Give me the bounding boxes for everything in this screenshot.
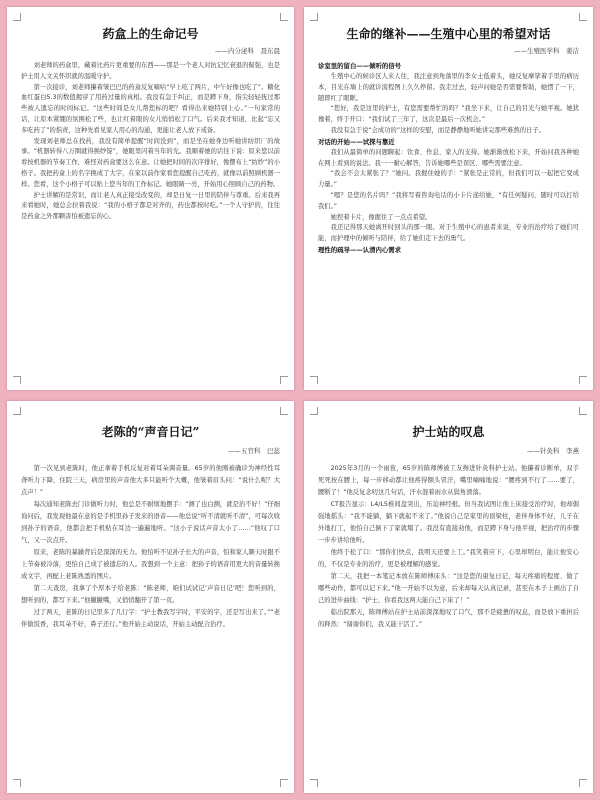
paragraph: 第二天查房，我拿了个厚本子给老陈：“陈老师，咱们试试记‘声音日记’吧！您听到的，想听到的，都写下来。”他撇撇嘴，又悄悄翻开了第一页。 bbox=[21, 585, 280, 604]
paragraph: 生殖中心的候诊区人来人往，我注意到角落里的李女士低着头，她反复摩挲着手里的病历本，目光在墙上的就诊流程图上久久停留。我走过去，轻声问她是否需要帮助，她愣了一下，随即红了眼眶。 bbox=[318, 73, 579, 102]
paragraph: 护士讲解的是常识，而让老人真正接受改变的，却是日复一日里的陪伴与尊重。后来我再来看她时，她总会拉着我说：“我的小格子都是对齐的，药也都按时吃。”一个人守护的，往往是药盒之外那颗害怕被遗忘的心。 bbox=[21, 191, 280, 221]
byline: ——内分泌科 聂东晨 bbox=[215, 47, 280, 55]
byline: ——五官科 巴蕊 bbox=[228, 447, 280, 455]
section-heading: 诊室里的留白——倾听的信号 bbox=[318, 62, 402, 70]
page-title: 生命的继补——生殖中心里的希望对话 bbox=[346, 27, 551, 41]
page-title: 护士站的叹息 bbox=[412, 425, 485, 439]
page-1 bbox=[7, 7, 294, 390]
paragraph: 我没有急于说“会成功的”这样的安慰，而是静静地听她讲完那些难熬的日子。 bbox=[330, 126, 545, 134]
corner-mark bbox=[310, 407, 318, 415]
page-title: 老陈的“声音日记” bbox=[101, 425, 200, 439]
paragraph: 临出院那天，陈师傅站在护士站前深深地叹了口气，那不是疲惫的叹息，而是放下重担后的释然：“谢谢你们，我又能干活了。” bbox=[318, 609, 579, 628]
corner-mark bbox=[579, 376, 587, 384]
corner-mark bbox=[579, 779, 587, 787]
paragraph: 他终于松了口：“那你们快点，我明天还要上工。”我笑着应下，心里却明白，能让他安心的，不仅是专业的治疗，更是被理解的感觉。 bbox=[318, 549, 579, 568]
paragraph: 原来，老陈的暴躁背后是深深的无力。他怕听不见孙子长大的声音，怕和家人聊天时跟不上节奏被冷落，更怕自己成了被遗忘的人。我想到一个主意：把孙子的语音用更大的音量转换成文字，再配上老陈熟悉的图片。 bbox=[21, 549, 280, 580]
paragraph: 刘老师的药盒里，藏着比药片更重要的东西——那是一个老人对抗记忆衰退的倔强，也是护士用人文关怀织就的温暖守护。 bbox=[21, 62, 280, 80]
paragraph: 第二天，我把一本笔记本放在陈师傅床头：“这是您的康复日记，每天疼痛的程度、做了哪些动作，都可以记下来。”他一开始不以为意，后来却每天认真记录，甚至在本子上画出了自己的进步曲线：“护士，你看我这两天能自己下床了！” bbox=[318, 573, 579, 604]
paragraph: 我们从最简单的问题聊起：饮食、作息、家人的支持。她渐渐放松下来，开始问我各种她在网上看到的说法。我一一耐心解答，告诉她哪些是误区、哪些需要注意。 bbox=[318, 148, 579, 167]
corner-mark bbox=[310, 779, 318, 787]
corner-mark bbox=[310, 376, 318, 384]
section-heading: 理性的疏导——认清内心需求 bbox=[318, 245, 402, 254]
page-title: 药盒上的生命记号 bbox=[102, 27, 199, 41]
paragraph: 第一次接诊，刘老师攥着皱巴巴的药盒反复嘀咕“早上吃了两片，中午好像也吃了”。糖化血红蛋白5.3的数值揭穿了用药过量的真相。我没有急于纠正，而是蹲下身，指尖轻轻抚过那些被人遗忘的时间标记。“这些时间是女儿帮您标的吧？看得出来她特别上心。”一句家常的话，让原本紧绷的氛围松了些，也让红着眼的女儿悄悄松了口气。后来我才知道，比起“忘又多吃药了”的指责，这种先看见家人用心的沟通，更能让老人放下戒备。 bbox=[21, 83, 280, 134]
corner-mark bbox=[13, 407, 21, 415]
paragraph: “我会不会太紧张了？”她问。我握住她的手：“紧张是正常的，但我们可以一起把它变成力量。” bbox=[318, 170, 579, 189]
paragraph: 过了两天，老陈的日记里多了几行字：“护士教我写字时，平安的字，还是写出来了。”“老伴做饭香，我耳朵不好，鼻子还行。”他开始主动说话，开始主动配合治疗。 bbox=[21, 609, 280, 628]
paragraph: 第一次见到老陈时，他正拿着手机反复对着耳朵调音量。65岁的他刚被确诊为神经性耳聋听力下降，住院三天，病房里的声音他大多只能听个大概，他皱着眉头问：“说什么呢？大点声！” bbox=[21, 465, 280, 496]
corner-mark bbox=[13, 376, 21, 384]
corner-mark bbox=[280, 13, 288, 21]
paragraph: “您好，我是这里的护士，有您需要帮忙的吗？”我坐下来，让自己的目光与她平视。她犹豫着，终于开口：“我们试了三年了，这次是最后一次机会。” bbox=[318, 105, 579, 124]
paragraph: 2025年3月的一个雨夜，65岁的陈师傅被工友搀进针灸科护士站。他攥着诊断单，双手死死按在腰上，每一步移动都让他疼得额头冒汗，嘴里喃喃地说：“腰疼到不行了……要了，腰断了！”他反复念叨这几句话，汗水混着雨水从鬓角滑落。 bbox=[318, 465, 579, 496]
byline: ——生殖医学科 姜洁 bbox=[514, 47, 579, 55]
paragraph: 我还记得那天她离开时回头的那一眼。对于生殖中心的患者来说，专业的治疗给了她们可能，而护理中的倾听与陪伴，给了她们走下去的勇气。 bbox=[318, 224, 579, 243]
page-2 bbox=[304, 7, 593, 390]
corner-mark bbox=[13, 13, 21, 21]
corner-mark bbox=[280, 376, 288, 384]
corner-mark bbox=[310, 13, 318, 21]
paragraph: 她捏着卡片，像握住了一点点希望。 bbox=[330, 213, 432, 221]
corner-mark bbox=[579, 13, 587, 21]
corner-mark bbox=[280, 407, 288, 415]
paragraph: 发现刘老师总在找药，我没有简单提醒“时间没到”，而是坐在她身边听她讲纺织厂的故事。“机器转得八万圈就得换纱锭”，她眼里闪着当年的光。我顺着她的话往下说：原来您以前看按机器的节奏工作，难怪对药盒要这么在意。让她把时间的次序排好，像摆布上“纺纱”的小格子。我把药盒上的名字换成了大字，在家以前作家看您提醒自己吃药，就像以前照顾机器一样。您看，这个小格子可以贴上您当年的工作标记。她眼睛一亮，开始用心照顾自己的药物。 bbox=[21, 137, 280, 188]
byline: ——针灸科 李燕 bbox=[527, 447, 579, 455]
corner-mark bbox=[280, 779, 288, 787]
corner-mark bbox=[579, 407, 587, 415]
paragraph: 每次通知老陈去门诊做听力时，他总是不耐烦地摆手：“测了也白测，就是治不好！”仔细询问后，我发现他最在意的是手机里孙子发来的语音——他总说“听不清就听不清”，可每次收到孙子的语音，他都会把手机贴在耳边一遍遍地听。“这小子说话声音太小了……”他叹了口气，又一次点开。 bbox=[21, 501, 280, 544]
section-heading: 对话的开始——试探与靠近 bbox=[318, 137, 395, 146]
page-3 bbox=[7, 401, 294, 793]
paragraph: “嗯？是您的名片吗？”我将写着咨询电话的小卡片递给她，“有任何疑问，随时可以打给我们。” bbox=[318, 191, 579, 210]
paragraph: CT报告显示：L4/L5椎间盘突出，压迫神经根。但当我试图让他上床接受治疗时，他却倔强地摇头：“我不能躺，躺下就起不来了。”他说自己是家里的顶梁柱，老伴身体不好，儿子在外地打工，他怕自己倒下了家就塌了。我没有直接劝他，而是蹲下身与他平视，把治疗的步骤一步步讲给他听。 bbox=[318, 501, 579, 544]
page-4 bbox=[304, 401, 593, 793]
corner-mark bbox=[13, 779, 21, 787]
